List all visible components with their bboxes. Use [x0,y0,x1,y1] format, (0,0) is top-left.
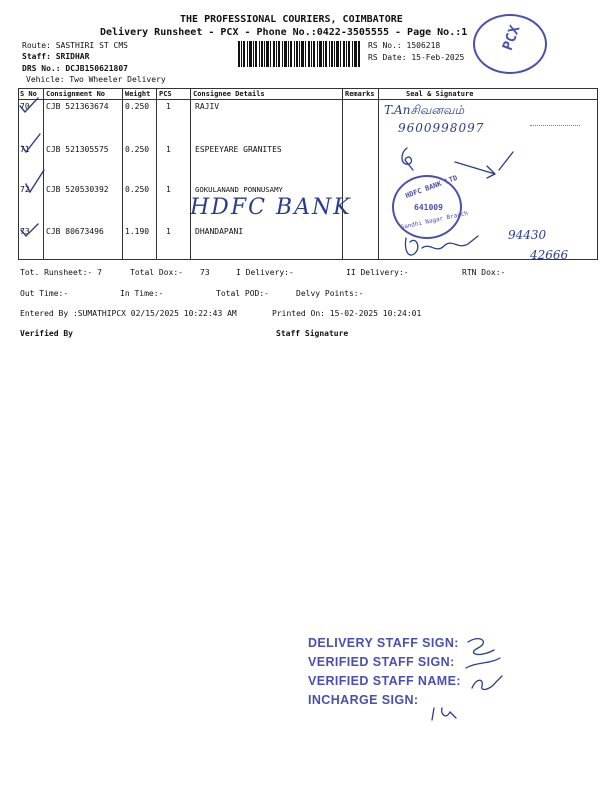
header-pcs: PCS [159,90,172,98]
route-label: Route: SASTHIRI ST CMS [22,41,128,50]
printed-on: Printed On: 15-02-2025 10:24:01 [272,309,422,318]
row-sno: 72 [20,185,30,194]
check-icon [21,224,38,236]
header-seal: Seal & Signature [406,90,474,98]
row-weight: 1.190 [125,227,150,236]
out-time: Out Time:- [20,289,69,298]
row-sno: 70 [20,102,30,111]
stamp-signatures [420,628,530,728]
tot-runsheet: Tot. Runsheet:- 7 [20,268,102,277]
stamp-line-incharge: INCHARGE SIGN: [308,693,419,707]
total-pod: Total POD:- [216,289,269,298]
staff-label: Staff: SRIDHAR [22,52,90,61]
stamp-line-verified-name: VERIFIED STAFF NAME: [308,674,461,688]
header-remarks: Remarks [345,90,375,98]
handwritten-receiver-name: T.Anசிவனவம் [384,103,465,117]
row-consignee: ESPEEYARE GRANITES [195,145,282,154]
row-sno: 71 [20,145,30,154]
bank-stamp-code: 641009 [414,203,443,212]
signature-scribble [395,140,525,180]
verified-by: Verified By [20,329,73,338]
check-icon [22,134,40,152]
header-consignee: Consignee Details [193,90,265,98]
total-dox-label: Total Dox:- [130,268,183,277]
bank-stamp-branch: Gandhi Nagar Branch [400,209,469,232]
row-pcs: 1 [166,227,171,236]
row-consignment: CJB 80673496 [46,227,104,236]
row-pcs: 1 [166,185,171,194]
header-consignment: Consignment No [46,90,106,98]
ii-delivery: II Delivery:- [346,268,409,277]
rtn-dox: RTN Dox:- [462,268,506,277]
barcode [238,41,360,67]
check-icon [26,170,44,192]
row-consignment: CJB 521305575 [46,145,109,154]
header-weight: Weight [125,90,151,98]
drs-number: DRS No.: DCJB150621807 [22,64,128,73]
bank-stamp-name: HDFC BANK LTD [404,173,459,201]
tick-marks [14,96,54,256]
handwritten-phone: 9600998097 [398,121,485,135]
row-sno: 73 [20,227,30,236]
company-title: THE PROFESSIONAL COURIERS, COIMBATORE [180,14,403,25]
row-consignee: GOKULANAND PONNUSAMY [195,185,283,194]
row-consignee: DHANDAPANI [195,227,244,236]
vehicle-label: Vehicle: Two Wheeler Delivery [26,75,166,84]
stamp-line-delivery: DELIVERY STAFF SIGN: [308,636,459,650]
rs-date: RS Date: 15-Feb-2025 [368,53,465,62]
delvy-points: Delvy Points:- [296,289,364,298]
stamp-line-verified-sign: VERIFIED STAFF SIGN: [308,655,455,669]
row-weight: 0.250 [125,185,150,194]
header-sno: S No [20,90,37,98]
pcx-stamp-text: PCX [499,23,524,53]
runsheet-title: Delivery Runsheet - PCX - Phone No.:0422-3505555 - Page No.:1 [100,27,468,38]
row-pcs: 1 [166,145,171,154]
total-dox-value: 73 [200,268,210,277]
barcode-graphic [238,41,360,67]
handwritten-number-2: 42666 [530,248,569,262]
i-delivery: I Delivery:- [236,268,294,277]
row-consignee: RAJIV [195,102,220,111]
check-icon [20,98,38,112]
rs-number: RS No.: 1506218 [368,41,441,50]
row-pcs: 1 [166,102,171,111]
entered-by: Entered By :SUMATHIPCX 02/15/2025 10:22:43 AM [20,309,237,318]
row73-signature [398,228,508,264]
pcx-stamp [473,14,547,74]
handwritten-bank-note: HDFC BANK [190,195,352,220]
handwritten-number-1: 94430 [508,228,547,242]
row-weight: 0.250 [125,102,150,111]
in-time: In Time:- [120,289,164,298]
row-weight: 0.250 [125,145,150,154]
staff-signature: Staff Signature [276,329,349,338]
row-consignment: CJB 521363674 [46,102,109,111]
row-consignment: CJB 520530392 [46,185,109,194]
